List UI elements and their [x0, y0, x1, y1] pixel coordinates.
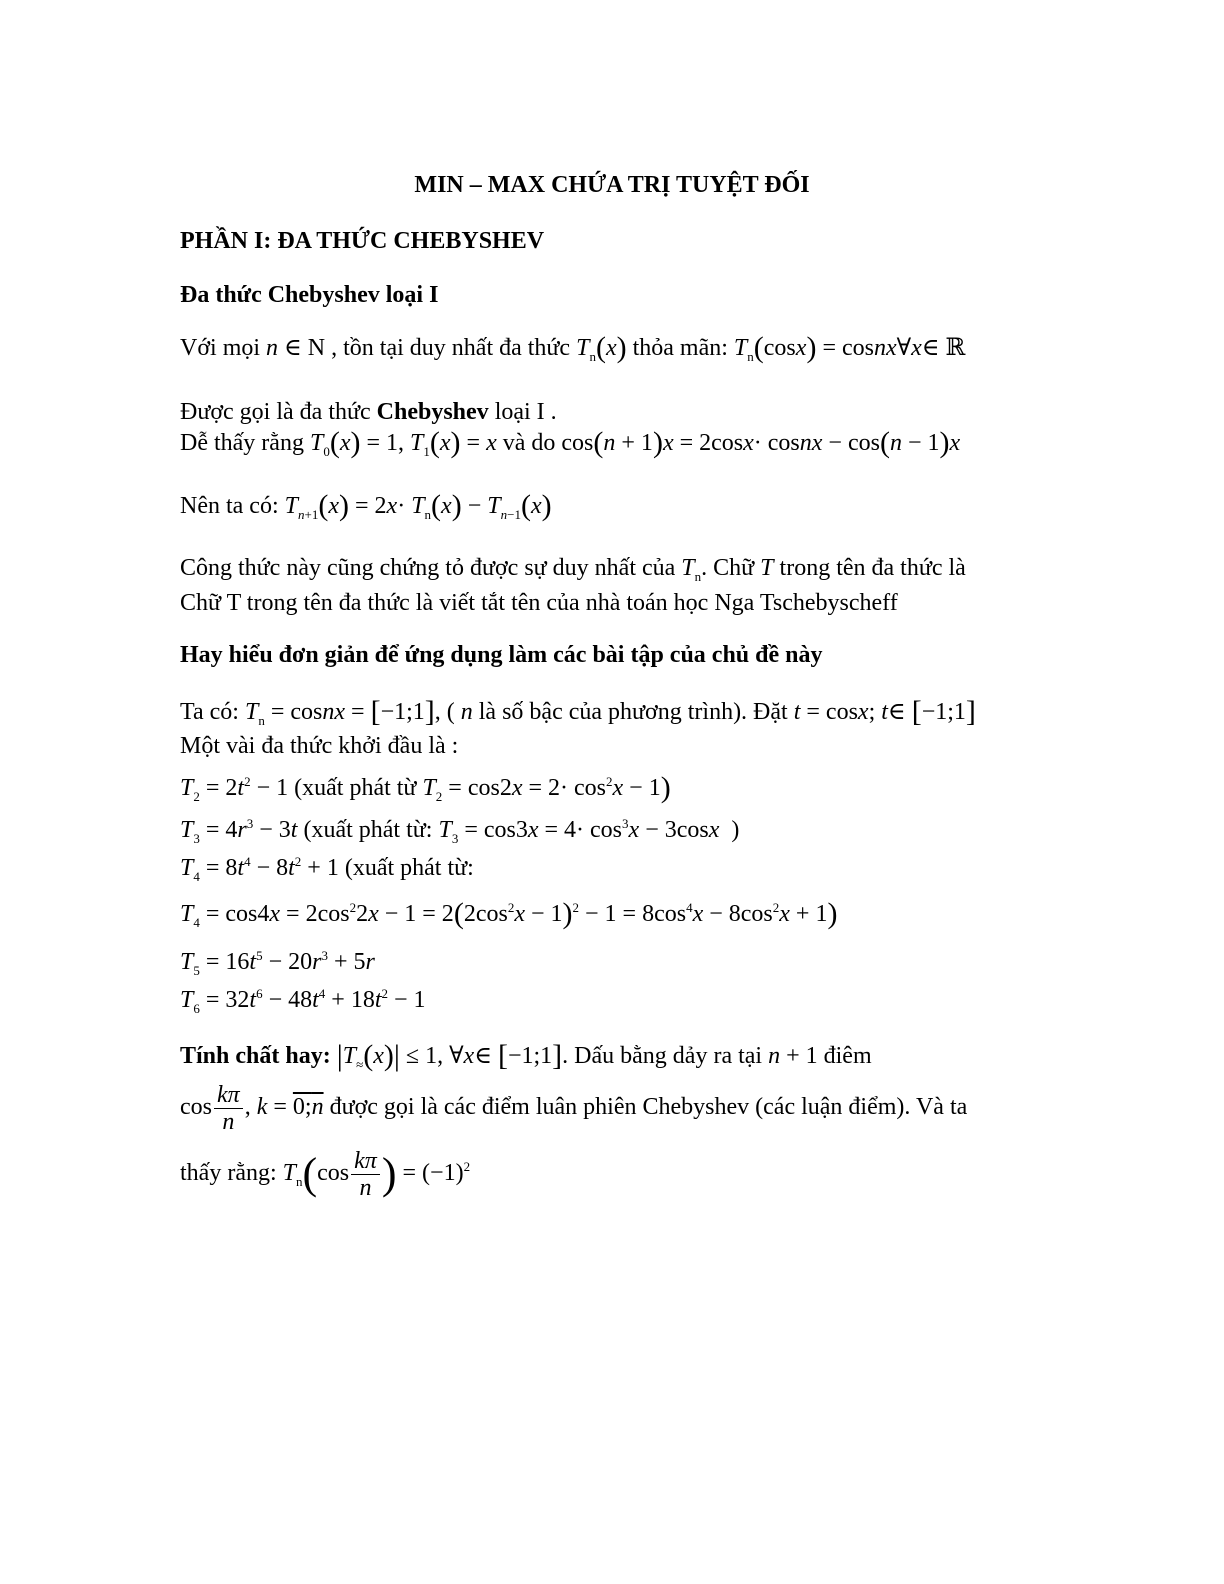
- intro-line: Một vài đa thức khởi đầu là :: [180, 733, 459, 759]
- name-origin-line: Chữ T trong tên đa thức là viết tắt tên của nhà toán học Nga Tschebyscheff: [180, 590, 898, 616]
- substitution-line: Ta có: $T_n$ = cosnx = [−1;1], ( n là số bậc của phương trình). Đặt t = cosx; t∈ [−1;1]: [180, 695, 976, 728]
- page-title: MIN – MAX CHỨA TRỊ TUYỆT ĐỐI: [414, 172, 810, 198]
- t2-line: $T_2 = 2t^2 - 1$ (xuất phát từ $T_2 = \cos 2x = 2\cdot \cos^2x - 1$): [180, 771, 671, 804]
- definition-line: Với mọi n ∈ N , tồn tại duy nhất đa thức $T_n(x)$ thỏa mãn: $T_n(\cos x)$ = cosnx∀x∈ ℝ: [180, 331, 966, 364]
- t4-derivation: $T_4 = \cos 4x = 2\cos^22x - 1 = 2(2\cos^2x - 1)^2 - 1 = 8\cos^4x - 8\cos^2x + 1$): [180, 897, 838, 930]
- t6-line: $T_6 = 32t^6 - 48t^4 + 18t^2 - 1$: [180, 986, 426, 1016]
- t5-line: $T_5 = 16t^5 - 20r^3 + 5r$: [180, 948, 375, 978]
- subsection-heading: Đa thức Chebyshev loại I: [180, 282, 439, 308]
- t4-line: $T_4 = 8t^4 - 8t^2 + 1$ (xuất phát từ:: [180, 854, 474, 884]
- recurrence-line: Nên ta có: $T_{n+1}(x) = 2x\cdot T_n(x) - T_{n-1}(x)$: [180, 489, 552, 522]
- chebyshev-nodes-line: cos $\frac{k\pi}{n}$ , k = 0;n được gọi là các điểm luân phiên Chebyshev (các luận điểm). Và ta: [180, 1082, 968, 1135]
- alternation-line: thấy rằng: $T_n(\cos$ $\frac{k\pi}{n}$ ) = $(-1)^2$: [180, 1148, 471, 1201]
- section-heading: PHẦN I: ĐA THỨC CHEBYSHEV: [180, 228, 545, 254]
- property-line: Tính chất hay: $|T_\approx(x)| \le 1$, ∀x∈ [−1;1]. Dấu bằng dảy ra tại n + 1 điêm: [180, 1039, 872, 1072]
- initial-values-line: Dễ thấy rằng $T_0(x) = 1$, $T_1(x) = x$ và do cos(n + 1)x = 2cosx· cosnx − cos(n − 1)x: [180, 426, 961, 459]
- uniqueness-line: Công thức này cũng chứng tỏ được sự duy nhất của $T_n$. Chữ T trong tên đa thức là: [180, 555, 966, 584]
- t3-line: $T_3 = 4r^3 - 3t$ (xuất phát từ: $T_3 = \cos 3x = 4\cdot \cos^3x - 3\cos x$ ): [180, 816, 740, 846]
- definition-name-line: Được gọi là đa thức Chebyshev loại I .: [180, 399, 557, 425]
- subsection-heading-2: Hay hiểu đơn giản để ứng dụng làm các bài tập của chủ đề này: [180, 642, 823, 668]
